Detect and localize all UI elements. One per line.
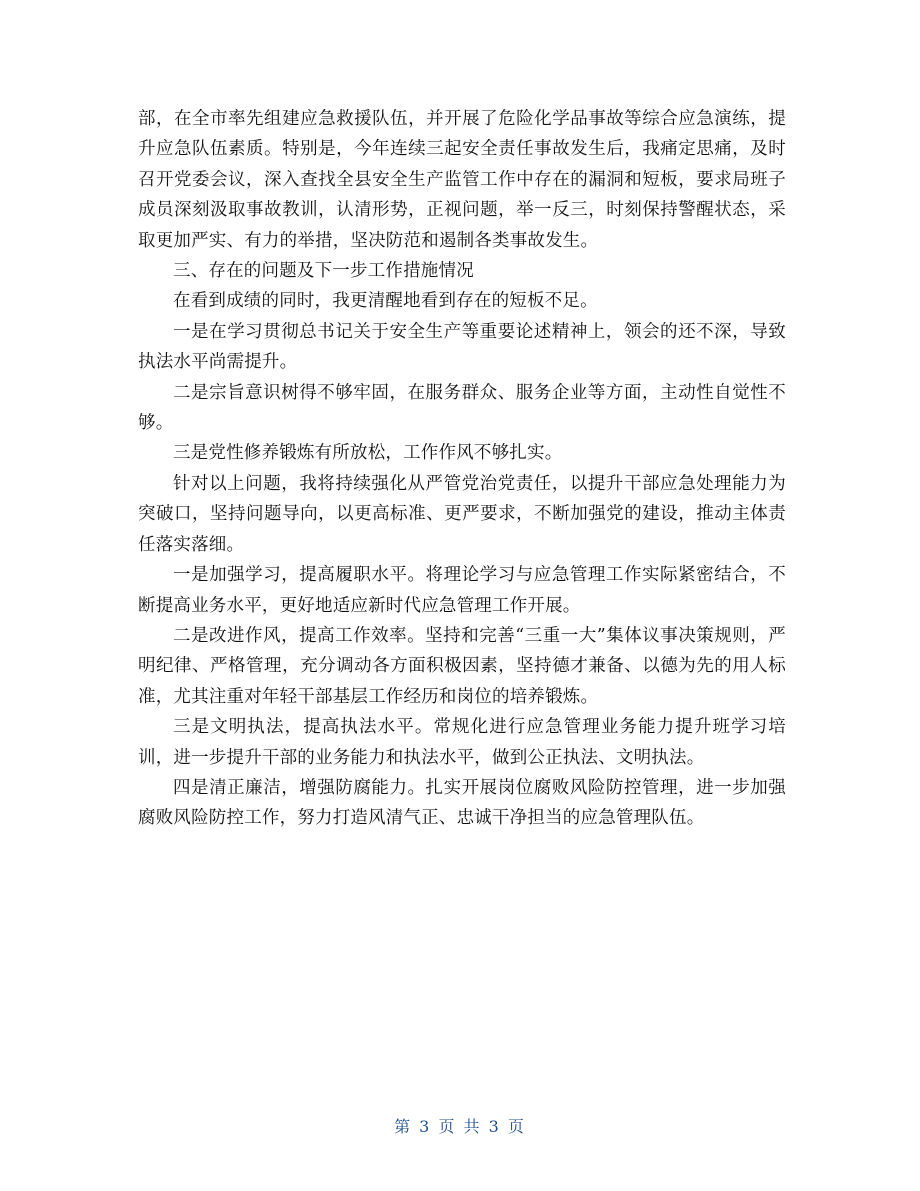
section-heading: 三、存在的问题及下一步工作措施情况 xyxy=(173,261,474,282)
paragraph: 三是党性修养锻炼有所放松，工作作风不够扎实。 xyxy=(173,443,563,464)
paragraph: 四是清正廉洁，增强防腐能力。扎实开展岗位腐败风险防控管理，进一步加强腐败风险防控工作，努力打造风清气正、忠诚干净担当的应急管理队伍。 xyxy=(138,777,786,829)
paragraph-continuation: 部，在全市率先组建应急救援队伍，并开展了危险化学品事故等综合应急演练，提升应急队伍素质。特别是，今年连续三起安全责任事故发生后，我痛定思痛，及时召开党委会议，深入查找全县安全生产监管工作中存在的漏洞和短板，要求局班子成员深刻汲取事故教训，认清形势，正视问题，举一反三，时刻保持警醒状态，采取更加严实、有力的举措，坚决防范和遏制各类事故发生。 xyxy=(138,109,786,251)
paragraph: 针对以上问题，我将持续强化从严管党治党责任，以提升干部应急处理能力为突破口，坚持问题导向，以更高标准、更严要求，不断加强党的建设，推动主体责任落实落细。 xyxy=(138,473,786,555)
paragraph: 一是在学习贯彻总书记关于安全生产等重要论述精神上，领会的还不深，导致执法水平尚需提升。 xyxy=(138,321,786,373)
page-number-label: 第 3 页 共 3 页 xyxy=(394,1117,526,1136)
page-footer xyxy=(0,1114,920,1137)
paragraph: 三是文明执法，提高执法水平。常规化进行应急管理业务能力提升班学习培训，进一步提升干部的业务能力和执法水平，做到公正执法、文明执法。 xyxy=(138,717,786,768)
paragraph: 二是改进作风，提高工作效率。坚持和完善“三重一大”集体议事决策规则，严明纪律、严格管理，充分调动各方面积极因素，坚持德才兼备、以德为先的用人标准，尤其注重对年轻干部基层工作经历和岗位的培养锻炼。 xyxy=(138,625,786,707)
paragraph: 在看到成绩的同时，我更清醒地看到存在的短板不足。 xyxy=(173,291,598,312)
paragraph: 一是加强学习，提高履职水平。将理论学习与应急管理工作实际紧密结合，不断提高业务水平，更好地适应新时代应急管理工作开展。 xyxy=(138,565,786,616)
paragraph: 二是宗旨意识树得不够牢固，在服务群众、服务企业等方面，主动性自觉性不够。 xyxy=(138,382,786,434)
document-body xyxy=(138,104,786,834)
